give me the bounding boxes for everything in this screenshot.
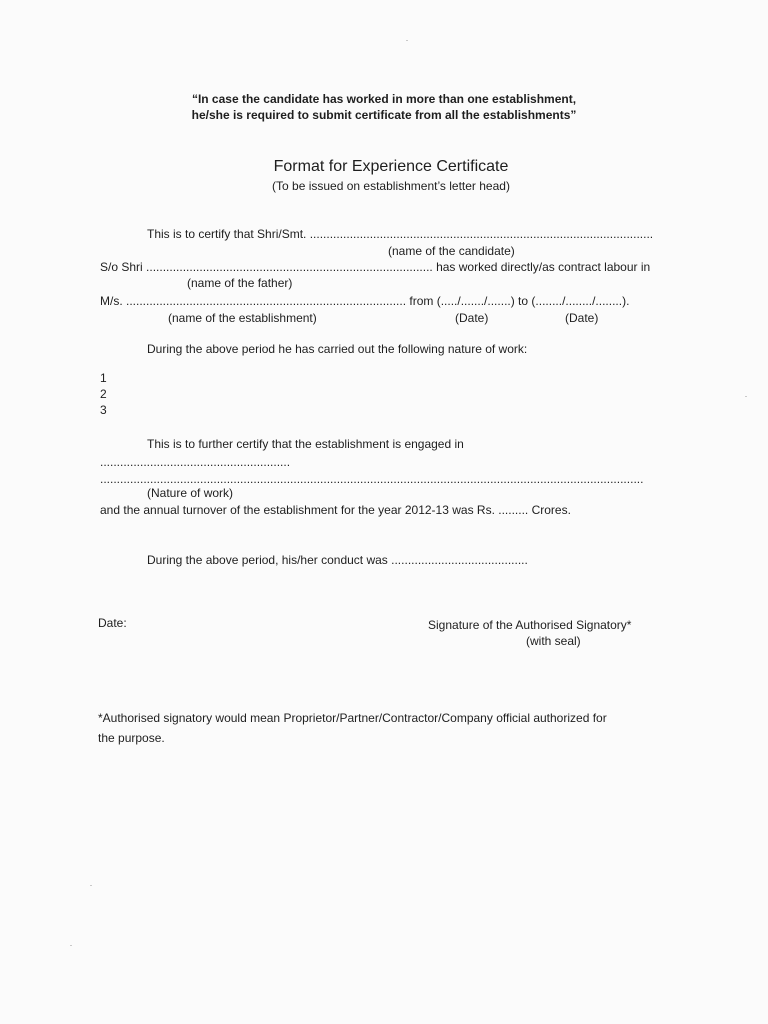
engaged-in-dots-long: ................................................................................................................................................................... bbox=[100, 472, 644, 486]
further-certify-intro: This is to further certify that the establishment is engaged in bbox=[147, 437, 464, 451]
certify-establishment-line: M/s. .................................................................................... from (...../......./.......) to (......../......../........). bbox=[100, 294, 630, 308]
work-item: 3 bbox=[100, 403, 107, 417]
certify-candidate-line: This is to certify that Shri/Smt. ....................................................................................................... bbox=[147, 227, 654, 241]
father-name-label: (name of the father) bbox=[187, 276, 293, 290]
document-title: Format for Experience Certificate bbox=[273, 158, 509, 175]
certify-father-line: S/o Shri ...................................................................................... has worked directly/as contract labour in bbox=[100, 260, 651, 274]
work-item: 2 bbox=[100, 387, 107, 401]
work-item: 1 bbox=[100, 371, 107, 385]
signature-label: Signature of the Authorised Signatory* bbox=[428, 618, 632, 632]
candidate-name-label: (name of the candidate) bbox=[388, 244, 515, 258]
nature-of-work-label: (Nature of work) bbox=[147, 486, 234, 500]
work-intro: During the above period he has carried out the following nature of work: bbox=[147, 342, 528, 356]
scan-speck bbox=[70, 945, 72, 946]
scan-speck bbox=[745, 396, 747, 397]
conduct-line: During the above period, his/her conduct was ......................................... bbox=[147, 553, 528, 567]
instruction-note-line1: “In case the candidate has worked in more than one establishment, bbox=[191, 92, 577, 106]
from-date-label: (Date) bbox=[455, 311, 489, 325]
footnote-line2: the purpose. bbox=[98, 731, 165, 745]
date-label: Date: bbox=[98, 616, 127, 630]
seal-label: (with seal) bbox=[526, 634, 581, 648]
instruction-note-line2: he/she is required to submit certificate from all the establishments” bbox=[191, 108, 577, 122]
engaged-in-dots-short: ......................................................... bbox=[100, 455, 291, 469]
to-date-label: (Date) bbox=[565, 311, 599, 325]
scan-speck bbox=[90, 885, 92, 886]
establishment-name-label: (name of the establishment) bbox=[168, 311, 317, 325]
turnover-line: and the annual turnover of the establishment for the year 2012-13 was Rs. ......... Crores. bbox=[100, 503, 571, 517]
scan-speck bbox=[406, 40, 408, 41]
footnote-line1: *Authorised signatory would mean Proprietor/Partner/Contractor/Company official authorized for bbox=[98, 711, 607, 725]
document-subtitle: (To be issued on establishment’s letter head) bbox=[272, 179, 510, 193]
